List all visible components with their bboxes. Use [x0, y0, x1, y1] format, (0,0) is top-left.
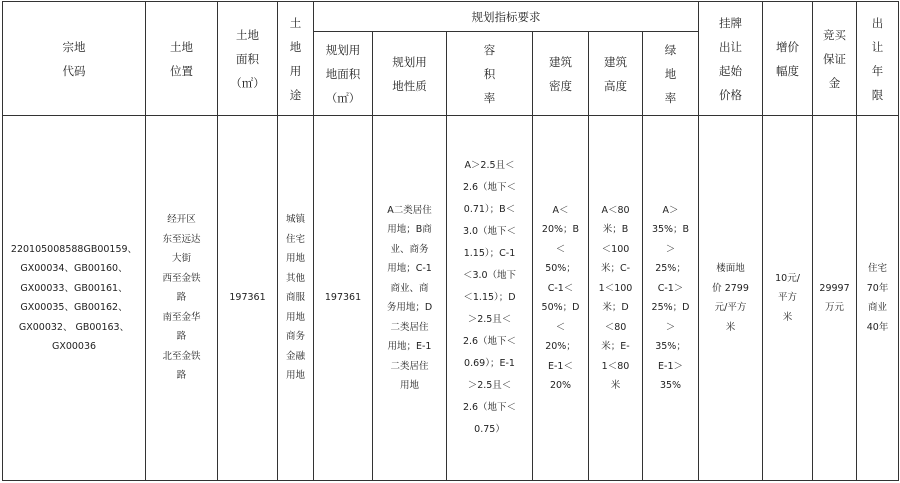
header-planning-requirements: 规划指标要求 — [314, 2, 699, 32]
header-start-price: 挂牌 出让 起始 价格 — [699, 2, 763, 116]
header-parcel-code: 宗地 代码 — [3, 2, 146, 116]
land-transfer-table — [2, 1, 899, 481]
header-deposit: 竞买 保证 金 — [813, 2, 857, 116]
header-building-height: 建筑 高度 — [589, 32, 643, 116]
header-green-ratio: 绿 地 率 — [643, 32, 699, 116]
cell-price-increment: 10元/ 平方 米 — [763, 116, 813, 481]
cell-green-ratio: A＞ 35%；B ＞ 25%； C-1＞ 25%；D ＞ 35%； E-1＞ 35% — [643, 116, 699, 481]
cell-land-area: 197361 — [218, 116, 278, 481]
header-land-location: 土地 位置 — [146, 2, 218, 116]
cell-start-price: 楼面地 价 2799 元/平方 米 — [699, 116, 763, 481]
header-planned-area: 规划用 地面积 （㎡） — [314, 32, 373, 116]
cell-building-height: A＜80 米；B ＜100 米；C- 1＜100 米；D ＜80 米；E- 1＜80 米 — [589, 116, 643, 481]
header-building-density: 建筑 密度 — [533, 32, 589, 116]
cell-building-density: A＜ 20%；B ＜ 50%； C-1＜ 50%；D ＜ 20%； E-1＜ 20% — [533, 116, 589, 481]
header-land-area: 土地 面积 （㎡） — [218, 2, 278, 116]
cell-land-use: 城镇 住宅 用地 其他 商服 用地 商务 金融 用地 — [278, 116, 314, 481]
table-row — [3, 116, 899, 481]
cell-planned-nature: A二类居住 用地；B商 业、商务 用地；C-1 商业、商 务用地；D 二类居住 用地；E-1 二类居住 用地 — [373, 116, 447, 481]
header-land-use: 土 地 用 途 — [278, 2, 314, 116]
cell-deposit: 29997 万元 — [813, 116, 857, 481]
header-price-increment: 增价 幅度 — [763, 2, 813, 116]
cell-transfer-years: 住宅 70年 商业 40年 — [857, 116, 899, 481]
cell-parcel-code: 220105008588GB00159、 GX00034、GB00160、 GX00033、GB00161、 GX00035、GB00162、 GX00032、 GB00163、 GX00036 — [3, 116, 146, 481]
header-transfer-years: 出 让 年 限 — [857, 2, 899, 116]
header-floor-area-ratio: 容 积 率 — [447, 32, 533, 116]
cell-floor-area-ratio: A＞2.5且＜ 2.6（地下＜ 0.71）；B＜ 3.0（地下＜ 1.15）；C-1 ＜3.0（地下 ＜1.15）；D ＞2.5且＜ 2.6（地下＜ 0.69）；E-1 ＞2.5且＜ 2.6（地下＜ 0.75） — [447, 116, 533, 481]
cell-land-location: 经开区 东至远达 大街 西至金铁 路 南至金华 路 北至金铁 路 — [146, 116, 218, 481]
header-planned-nature: 规划用 地性质 — [373, 32, 447, 116]
cell-planned-area: 197361 — [314, 116, 373, 481]
